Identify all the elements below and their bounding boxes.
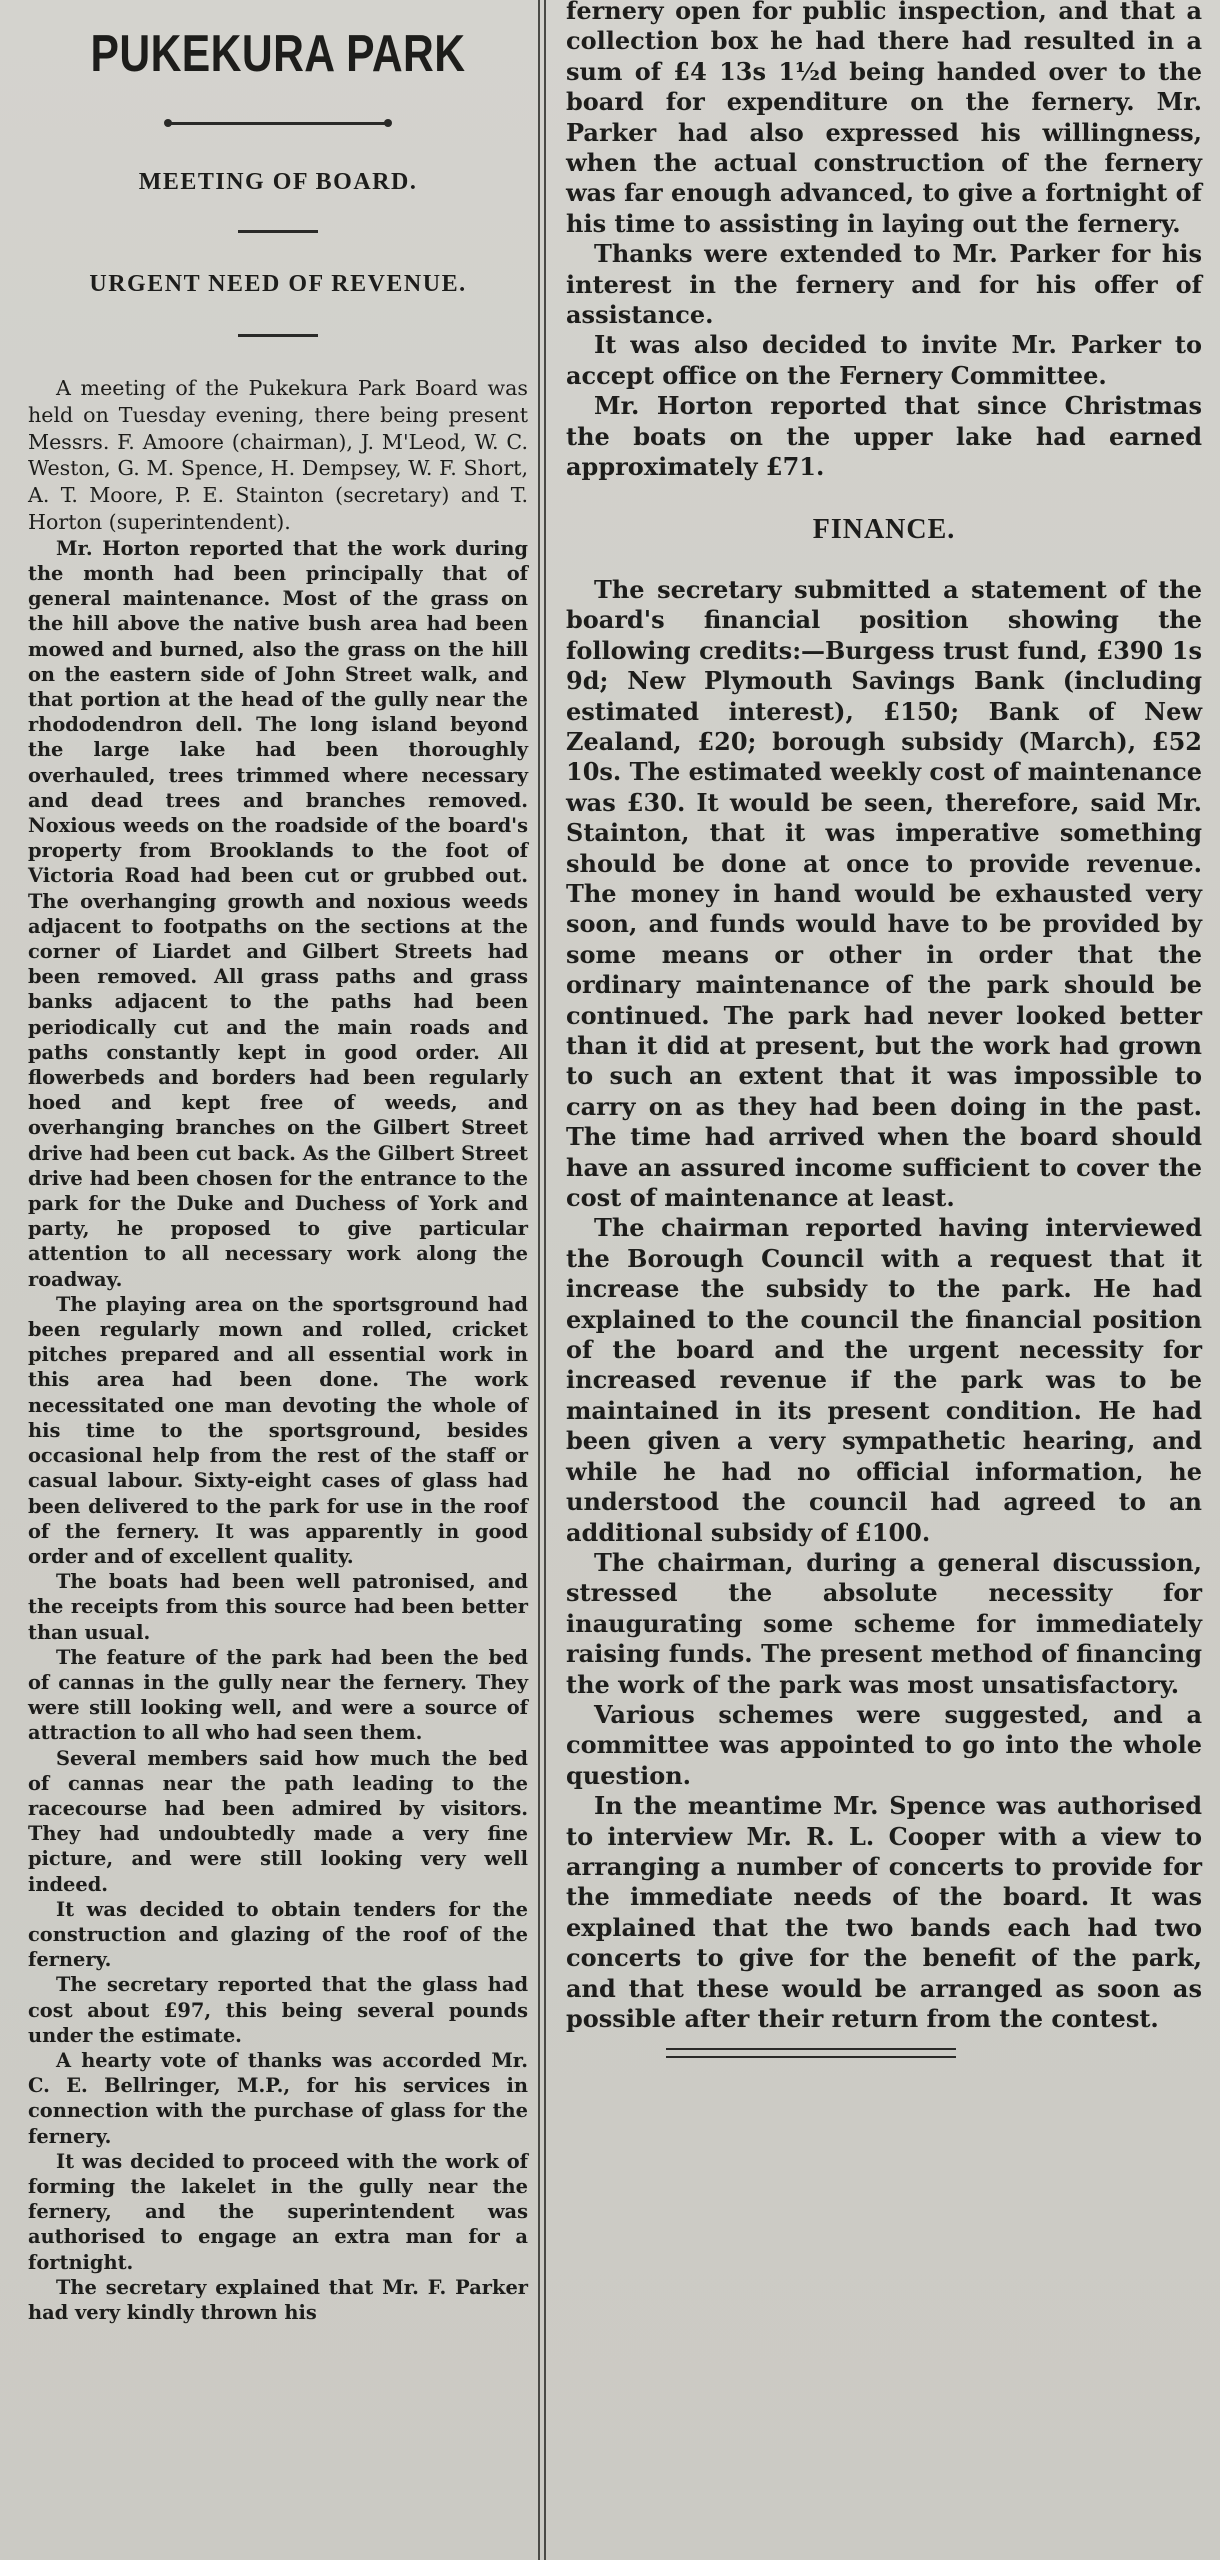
paragraph: The chairman reported having interviewed the Borough Council with a request that it increase the subsidy to the park. He had explained to the council the financial position of the board and the urgent necessity for increased revenue if the park was to be maintained in its present condition. He had been given a very sympathetic hearing, and while he had no official information, he understood the council had agreed to an additional subsidy of £100. bbox=[566, 1213, 1202, 1547]
subheading-revenue: URGENT NEED OF REVENUE. bbox=[89, 271, 467, 297]
section-heading-finance: FINANCE. bbox=[812, 513, 956, 545]
paragraph: Mr. Horton reported that since Christmas the boats on the upper lake had earned approximately £71. bbox=[566, 391, 1202, 482]
subheading-meeting: MEETING OF BOARD. bbox=[138, 169, 418, 195]
paragraph: The secretary reported that the glass had cost about £97, this being several pounds under the estimate. bbox=[28, 1973, 528, 2047]
paragraph: Various schemes were suggested, and a committee was appointed to go into the whole question. bbox=[566, 1699, 1202, 1790]
paragraph: Mr. Horton reported that the work during the month had been principally that of general maintenance. Most of the grass on the hill above the native bush area had been mowed and burned, also the grass on the hill on the eastern side of John Street walk, and that portion at the head of the gully near the rhododendron dell. The long island beyond the large lake had been thoroughly overhauled, trees trimmed where necessary and dead trees and branches removed. Noxious weeds on the roadside of the board's property from Brooklands to the foot of Victoria Road had been cut or grubbed out. The overhanging growth and noxious weeds adjacent to footpaths on the sections at the corner of Liardet and Gilbert Streets had been removed. All grass paths and grass banks adjacent to the paths had been periodically cut and the main roads and paths constantly kept in good order. All flowerbeds and borders had been regularly hoed and kept free of weeds, and overhanging branches on the Gilbert Street drive had been cut back. As the Gilbert Street drive had been chosen for the entrance to the park for the Duke and Duchess of York and party, he proposed to give particular attention to all necessary work along the roadway. bbox=[28, 536, 528, 1291]
paragraph: fernery open for public inspection, and that a collection box he had there had resulted in a sum of £4 13s 1½d being handed over to the board for expenditure on the fernery. Mr. Parker had also expressed his willingness, when the actual construction of the fernery was far enough advanced, to give a fortnight of his time to assisting in laying out the fernery. bbox=[566, 0, 1202, 238]
left-body bbox=[28, 375, 528, 2325]
paragraph: Several members said how much the bed of cannas near the path leading to the racecourse had been admired by visitors. They had undoubtedly made a very fine picture, and were still looking very well indeed. bbox=[28, 1746, 528, 1896]
right-column bbox=[552, 0, 1220, 2560]
paragraph: In the meantime Mr. Spence was authorised to interview Mr. R. L. Cooper with a view to arranging a number of concerts to provide for the immediate needs of the board. It was explained that the two bands each had two concerts to give for the benefit of the park, and that these would be arranged as soon as possible after their return from the contest. bbox=[566, 1791, 1202, 2033]
paragraph: The feature of the park had been the bed of cannas in the gully near the fernery. They were still looking well, and were a source of attraction to all who had seen them. bbox=[28, 1645, 528, 1745]
column-divider bbox=[544, 0, 546, 2560]
paragraph: It was decided to obtain tenders for the construction and glazing of the roof of the fernery. bbox=[28, 1897, 528, 1972]
paragraph: The boats had been well patronised, and the receipts from this source had been better than usual. bbox=[28, 1570, 528, 1644]
short-rule bbox=[238, 334, 318, 337]
paragraph: The playing area on the sportsground had been regularly mown and rolled, cricket pitches prepared and all essential work in this area had been done. The work necessitated one man devoting the whole of his time to the sportsground, besides occasional help from the rest of the staff or casual labour. Sixty-eight cases of glass had been delivered to the park for use in the roof of the fernery. It was apparently in good order and of excellent quality. bbox=[28, 1292, 528, 1568]
paragraph: A hearty vote of thanks was accorded Mr. C. E. Bellringer, M.P., for his services in connection with the purchase of glass for the fernery. bbox=[28, 2048, 528, 2148]
ornamental-rule bbox=[168, 122, 388, 125]
right-body bbox=[566, 0, 1202, 2034]
end-rule bbox=[666, 2048, 956, 2058]
paragraph: It was also decided to invite Mr. Parker to accept office on the Fernery Committee. bbox=[566, 330, 1202, 390]
short-rule bbox=[238, 230, 318, 233]
paragraph: It was decided to proceed with the work of forming the lakelet in the gully near the fernery, and the superintendent was authorised to engage an extra man for a fortnight. bbox=[28, 2149, 528, 2274]
paragraph: The secretary submitted a statement of the board's financial position showing the following credits:—Burgess trust fund, £390 1s 9d; New Plymouth Savings Bank (including estimated interest), £150; Bank of New Zealand, £20; borough subsidy (March), £52 10s. The estimated weekly cost of maintenance was £30. It would be seen, therefore, said Mr. Stainton, that it was imperative something should be done at once to provide revenue. The money in hand would be exhausted very soon, and funds would have to be provided by some means or other in order that the ordinary maintenance of the park should be continued. The park had never looked better than it did at present, but the work had grown to such an extent that it was impossible to carry on as they had been doing in the past. The time had arrived when the board should have an assured income sufficient to cover the cost of maintenance at least. bbox=[566, 574, 1202, 1213]
article-title: PUKEKURA PARK bbox=[90, 25, 466, 83]
paragraph: A meeting of the Pukekura Park Board was held on Tuesday evening, there being present Messrs. F. Amoore (chairman), J. M'Leod, W. C. Weston, G. M. Spence, H. Dempsey, W. F. Short, A. T. Moore, P. E. Stainton (secretary) and T. Horton (superintendent). bbox=[28, 376, 528, 534]
left-column bbox=[0, 0, 540, 2560]
paragraph: The secretary explained that Mr. F. Parker had very kindly thrown his bbox=[28, 2275, 528, 2324]
paragraph: The chairman, during a general discussion, stressed the absolute necessity for inaugurating some scheme for immediately raising funds. The present method of financing the work of the park was most unsatisfactory. bbox=[566, 1547, 1202, 1699]
paragraph: Thanks were extended to Mr. Parker for his interest in the fernery and for his offer of assistance. bbox=[566, 239, 1202, 330]
